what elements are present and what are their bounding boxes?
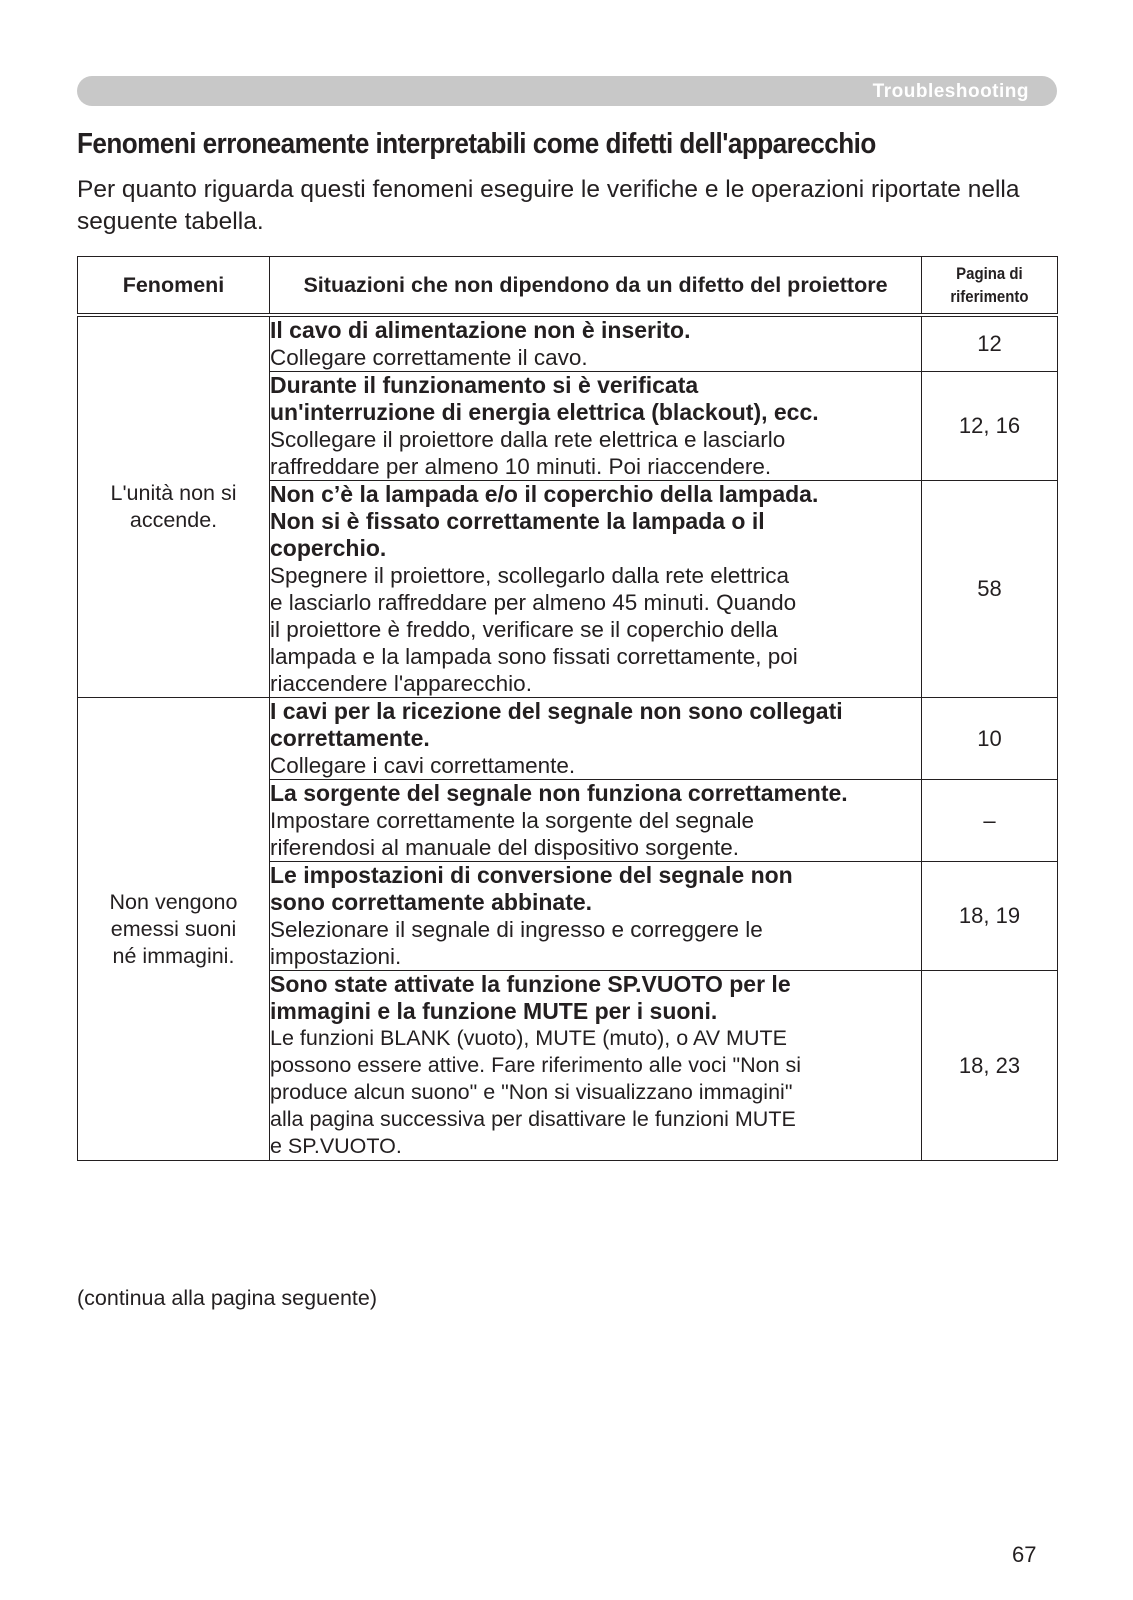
- reference-page-cell: 12, 16: [922, 372, 1058, 481]
- situation-title-line: un'interruzione di energia elettrica (blackout), ecc.: [270, 399, 819, 425]
- reference-page-cell: 18, 23: [922, 971, 1058, 1161]
- continuation-note: (continua alla pagina seguente): [77, 1286, 378, 1310]
- header-reference-line: riferimento: [950, 287, 1029, 306]
- situation-remedy: [270, 807, 921, 861]
- situation-remedy-line: possono essere attive. Fare riferimento alle voci "Non si: [270, 1053, 802, 1077]
- situation-remedy-line: Le funzioni BLANK (vuoto), MUTE (muto), o AV MUTE: [270, 1026, 787, 1050]
- situation-remedy-line: produce alcun suono" e "Non si visualizzano immagini": [270, 1080, 793, 1104]
- situation-remedy-line: Impostare correttamente la sorgente del segnale: [270, 808, 755, 833]
- situation-remedy-line: raffreddare per almeno 10 minuti. Poi riaccendere.: [270, 454, 772, 479]
- phenomenon-cell: [78, 315, 270, 698]
- section-header-bar: [77, 76, 1057, 106]
- situation-remedy: [270, 562, 921, 697]
- phenomenon-line: L'unità non si: [110, 481, 237, 505]
- troubleshooting-table: [77, 256, 1058, 1161]
- page-number: 67: [1012, 1542, 1037, 1567]
- header-phenomena: Fenomeni: [78, 257, 270, 316]
- reference-page-cell: –: [922, 780, 1058, 862]
- table-body: [78, 315, 1058, 1161]
- situation-remedy-line: alla pagina successiva per disattivare le funzioni MUTE: [270, 1107, 796, 1131]
- situation-title: [270, 372, 921, 426]
- situation-title-line: Le impostazioni di conversione del segnale non: [270, 862, 793, 888]
- reference-page-cell: 12: [922, 315, 1058, 372]
- section-label: Troubleshooting: [872, 81, 1029, 102]
- situation-title-line: sono correttamente abbinate.: [270, 889, 593, 915]
- situation-title-line: coperchio.: [270, 535, 387, 561]
- phenomenon-line: né immagini.: [112, 943, 235, 968]
- situation-title-line: I cavi per la ricezione del segnale non sono collegati: [270, 698, 843, 724]
- situation-title-line: Sono state attivate la funzione SP.VUOTO per le: [270, 971, 791, 997]
- reference-page-cell: 58: [922, 481, 1058, 698]
- situation-title: [270, 481, 921, 562]
- table-row: [78, 698, 1058, 780]
- situation-remedy-line: il proiettore è freddo, verificare se il coperchio della: [270, 617, 778, 642]
- reference-page-cell: 18, 19: [922, 862, 1058, 971]
- situation-cell: [270, 862, 922, 971]
- situation-remedy: [270, 1025, 921, 1160]
- situation-remedy-line: e SP.VUOTO.: [270, 1134, 402, 1158]
- situation-title: [270, 971, 921, 1025]
- situation-remedy-line: Collegare correttamente il cavo.: [270, 345, 588, 370]
- situation-title-line: Non si è fissato correttamente la lampada o il: [270, 508, 765, 534]
- situation-remedy-line: Spegnere il proiettore, scollegarlo dalla rete elettrica: [270, 563, 790, 588]
- situation-remedy: [270, 344, 921, 371]
- table-row: [78, 315, 1058, 372]
- situation-title-line: correttamente.: [270, 725, 430, 751]
- phenomenon-cell: [78, 698, 270, 1161]
- situation-remedy-line: riaccendere l'apparecchio.: [270, 671, 532, 696]
- header-situations: Situazioni che non dipendono da un difetto del proiettore: [270, 257, 922, 316]
- situation-title: [270, 862, 921, 916]
- phenomenon-line: accende.: [129, 508, 218, 532]
- situation-title: [270, 317, 921, 344]
- intro-paragraph: Per quanto riguarda questi fenomeni eseguire le verifiche e le operazioni riportate nella seguente tabella.: [77, 176, 1020, 235]
- reference-page-cell: 10: [922, 698, 1058, 780]
- table-header-row: [78, 257, 1058, 316]
- situation-title-line: Non c’è la lampada e/o il coperchio della lampada.: [270, 481, 819, 507]
- situation-title-line: La sorgente del segnale non funziona correttamente.: [270, 780, 848, 806]
- situation-remedy-line: lampada e la lampada sono fissati correttamente, poi: [270, 644, 798, 669]
- situation-cell: [270, 698, 922, 780]
- situation-remedy-line: Scollegare il proiettore dalla rete elettrica e lasciarlo: [270, 427, 786, 452]
- situation-title-line: Il cavo di alimentazione non è inserito.: [270, 317, 691, 343]
- page-title: Fenomeni erroneamente interpretabili come difetti dell'apparecchio: [77, 128, 876, 160]
- situation-remedy: [270, 752, 921, 779]
- situation-cell: [270, 315, 922, 372]
- situation-cell: [270, 780, 922, 862]
- situation-remedy-line: Selezionare il segnale di ingresso e correggere le: [270, 917, 763, 942]
- header-reference: [922, 257, 1058, 316]
- situation-title-line: immagini e la funzione MUTE per i suoni.: [270, 998, 718, 1024]
- situation-remedy-line: riferendosi al manuale del dispositivo sorgente.: [270, 835, 740, 860]
- situation-title-line: Durante il funzionamento si è verificata: [270, 372, 699, 398]
- phenomenon-line: emessi suoni: [110, 916, 237, 941]
- situation-remedy: [270, 916, 921, 970]
- situation-remedy-line: Collegare i cavi correttamente.: [270, 753, 576, 778]
- situation-remedy: [270, 426, 921, 480]
- situation-remedy-line: e lasciarlo raffreddare per almeno 45 minuti. Quando: [270, 590, 797, 615]
- situation-title: [270, 780, 921, 807]
- situation-cell: [270, 971, 922, 1161]
- situation-remedy-line: impostazioni.: [270, 944, 402, 969]
- situation-cell: [270, 481, 922, 698]
- header-reference-line: Pagina di: [956, 264, 1023, 283]
- situation-cell: [270, 372, 922, 481]
- situation-title: [270, 698, 921, 752]
- phenomenon-line: Non vengono: [109, 889, 238, 914]
